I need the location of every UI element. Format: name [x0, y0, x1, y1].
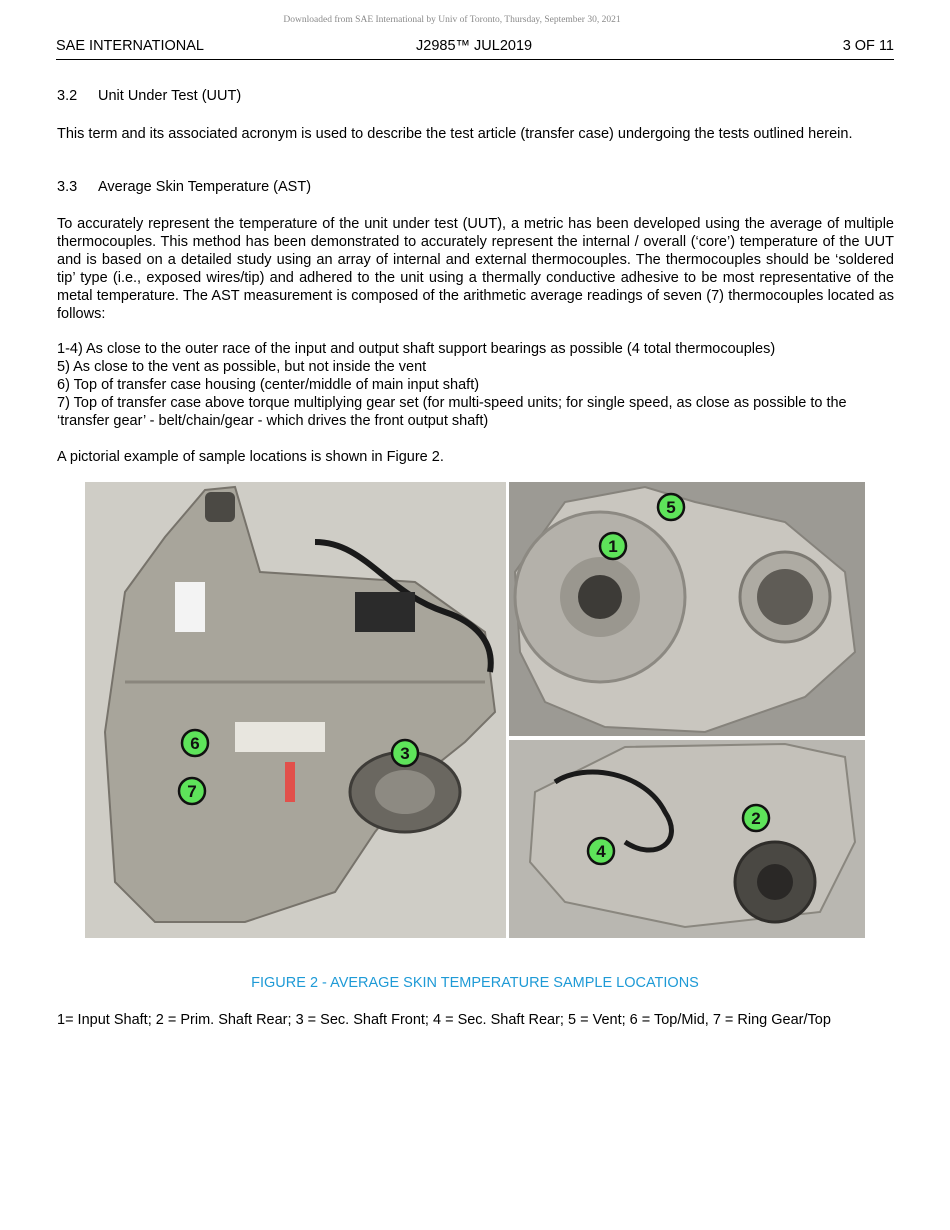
- marker-label: 3: [400, 744, 410, 763]
- marker-label: 4: [596, 842, 606, 861]
- download-notice: Downloaded from SAE International by Univ of Toronto, Thursday, September 30, 2021: [283, 15, 621, 25]
- section-3-3-heading: [57, 179, 311, 195]
- left-output-shaft-hub: [375, 770, 435, 814]
- figure-intro: A pictorial example of sample locations is shown in Figure 2.: [57, 449, 444, 465]
- section-3-2-paragraph: This term and its associated acronym is used to describe the test article (transfer case) undergoing the tests outlined herein.: [57, 126, 853, 142]
- marker-label: 7: [187, 782, 197, 801]
- section-title: Average Skin Temperature (AST): [98, 179, 312, 195]
- transfer-case-photo-collage: [85, 482, 865, 938]
- figure-caption: FIGURE 2 - AVERAGE SKIN TEMPERATURE SAMPLE LOCATIONS: [251, 975, 699, 991]
- photo-collage-svg: [85, 482, 865, 938]
- section-3-3-paragraph: To accurately represent the temperature of the unit under test (UUT), a metric has been developed using the average of multiple thermocouples. This method has been demonstrated to accurately represent the internal / overall (‘core’) temperature of the UUT and is based on a detailed study using an array of internal and external thermocouples. The thermocouples should be ‘soldered tip’ type (i.e., exposed wires/tip) and adhered to the unit using a thermally conductive adhesive to be most representative of the metal temperature. The AST measurement is composed of the arithmetic average readings of seven (7) thermocouples located as follows:: [57, 216, 894, 322]
- page-header: [56, 38, 894, 60]
- photo-divider-horizontal: [508, 736, 865, 740]
- left-red-plug: [285, 762, 295, 802]
- marker-2: [743, 805, 769, 831]
- marker-label: 1: [608, 537, 618, 556]
- marker-4: [588, 838, 614, 864]
- section-number: 3.3: [57, 179, 78, 195]
- list-item: 5) As close to the vent as possible, but not inside the vent: [57, 359, 427, 375]
- marker-label: 2: [751, 809, 761, 828]
- list-item: 1-4) As close to the outer race of the input and output shaft support bearings as possible (4 total thermocouples): [57, 341, 776, 357]
- photo-divider-vertical: [506, 482, 509, 938]
- marker-7: [179, 778, 205, 804]
- left-connector: [355, 592, 415, 632]
- list-item: 6) Top of transfer case housing (center/middle of main input shaft): [57, 377, 480, 393]
- marker-label: 5: [666, 498, 676, 517]
- marker-label: 6: [190, 734, 200, 753]
- marker-6: [182, 730, 208, 756]
- right-bottom-output-spline: [757, 864, 793, 900]
- left-barcode-label: [175, 582, 205, 632]
- thermocouple-location-list: [57, 340, 894, 430]
- left-info-plate: [235, 722, 325, 752]
- section-3-2-heading: [57, 88, 241, 104]
- marker-1: [600, 533, 626, 559]
- header-page-number: 3 OF 11: [842, 38, 894, 54]
- section-title: Unit Under Test (UUT): [98, 88, 242, 104]
- header-document-id: J2985™ JUL2019: [416, 38, 533, 54]
- marker-5: [658, 494, 684, 520]
- figure-legend: 1= Input Shaft; 2 = Prim. Shaft Rear; 3 = Sec. Shaft Front; 4 = Sec. Shaft Rear; 5 = Vent; 6 = Top/Mid, 7 = Ring Gear/Top: [57, 1012, 831, 1028]
- right-top-bearing-inner: [578, 575, 622, 619]
- right-top-output-bore: [757, 569, 813, 625]
- list-item: 7) Top of transfer case above torque multiplying gear set (for multi-speed units; for single speed, as close as possible to the ‘transfer gear’ - belt/chain/gear - which drives the front output shaft): [57, 395, 847, 429]
- left-vent-cap: [205, 492, 235, 522]
- section-number: 3.2: [57, 88, 78, 104]
- marker-3: [392, 740, 418, 766]
- header-organization: SAE INTERNATIONAL: [56, 38, 204, 54]
